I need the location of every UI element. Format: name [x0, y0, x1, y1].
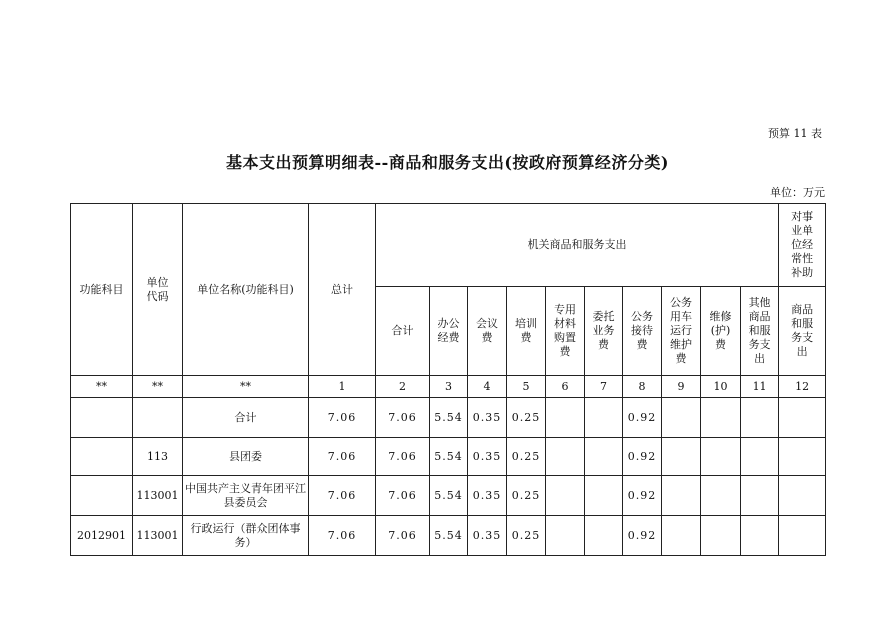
repair-cell [701, 476, 741, 516]
materials-cell [546, 476, 585, 516]
duishiye-cell [779, 516, 826, 556]
header-sub-total: 合计 [376, 287, 430, 376]
meeting-cell: 0.35 [468, 398, 507, 438]
office-cell: 5.54 [430, 476, 468, 516]
func-cell [71, 438, 133, 476]
training-cell: 0.25 [507, 476, 546, 516]
header-training-label: 培训费 [515, 317, 537, 344]
header-group-duishiye-label: 对事业单位经常性补助 [791, 210, 814, 279]
index-cell: 7 [585, 376, 623, 398]
sub-total-cell: 7.06 [376, 516, 430, 556]
header-meeting-label: 会议费 [476, 317, 498, 344]
total-cell: 7.06 [309, 398, 376, 438]
func-cell: 2012901 [71, 516, 133, 556]
other-cell [741, 516, 779, 556]
repair-cell [701, 516, 741, 556]
repair-cell [701, 438, 741, 476]
index-row [71, 376, 826, 398]
header-reception-label: 公务接待费 [631, 310, 653, 351]
index-cell: 12 [779, 376, 826, 398]
header-func-subject: 功能科目 [71, 204, 133, 376]
sub-total-cell: 7.06 [376, 398, 430, 438]
name-cell: 合计 [183, 398, 309, 438]
page-title: 基本支出预算明细表--商品和服务支出(按政府预算经济分类) [226, 153, 669, 172]
reception-cell: 0.92 [623, 438, 662, 476]
index-cell: 3 [430, 376, 468, 398]
header-unit-name: 单位名称(功能科目) [183, 204, 309, 376]
header-repair [701, 287, 741, 376]
total-cell: 7.06 [309, 438, 376, 476]
header-duishiye-goods [779, 287, 826, 376]
index-cell: 5 [507, 376, 546, 398]
meeting-cell: 0.35 [468, 476, 507, 516]
table-row [71, 476, 826, 516]
header-row-1 [71, 204, 826, 287]
duishiye-cell [779, 398, 826, 438]
reception-cell: 0.92 [623, 516, 662, 556]
header-vehicle [662, 287, 701, 376]
entrusted-cell [585, 476, 623, 516]
entrusted-cell [585, 516, 623, 556]
index-cell: 6 [546, 376, 585, 398]
office-cell: 5.54 [430, 398, 468, 438]
meeting-cell: 0.35 [468, 438, 507, 476]
header-meeting [468, 287, 507, 376]
vehicle-cell [662, 476, 701, 516]
header-unit-code-label: 单位代码 [146, 275, 169, 303]
header-training [507, 287, 546, 376]
table-number: 预算 11 表 [768, 127, 822, 140]
index-cell: 11 [741, 376, 779, 398]
header-unit-code [133, 204, 183, 376]
duishiye-cell [779, 438, 826, 476]
other-cell [741, 476, 779, 516]
entrusted-cell [585, 398, 623, 438]
vehicle-cell [662, 516, 701, 556]
training-cell: 0.25 [507, 438, 546, 476]
code-cell: 113001 [133, 516, 183, 556]
header-reception [623, 287, 662, 376]
header-vehicle-label: 公务用车运行维护费 [670, 296, 692, 365]
func-cell [71, 476, 133, 516]
office-cell: 5.54 [430, 438, 468, 476]
code-cell [133, 398, 183, 438]
index-cell: 2 [376, 376, 430, 398]
repair-cell [701, 398, 741, 438]
sub-total-cell: 7.06 [376, 438, 430, 476]
index-cell: 8 [623, 376, 662, 398]
header-duishiye-goods-label: 商品和服务支出 [791, 303, 814, 358]
header-entrusted-label: 委托业务费 [592, 310, 615, 351]
reception-cell: 0.92 [623, 398, 662, 438]
duishiye-cell [779, 476, 826, 516]
name-cell: 中国共产主义青年团平江县委员会 [183, 476, 309, 516]
index-cell: ** [183, 376, 309, 398]
index-cell: 9 [662, 376, 701, 398]
index-cell: ** [133, 376, 183, 398]
header-materials [546, 287, 585, 376]
header-other-label: 其他商品和服务支出 [748, 296, 771, 365]
header-office [430, 287, 468, 376]
index-cell: 10 [701, 376, 741, 398]
materials-cell [546, 516, 585, 556]
materials-cell [546, 398, 585, 438]
header-group-jiguan: 机关商品和服务支出 [376, 204, 779, 287]
sub-total-cell: 7.06 [376, 476, 430, 516]
vehicle-cell [662, 438, 701, 476]
other-cell [741, 398, 779, 438]
reception-cell: 0.92 [623, 476, 662, 516]
training-cell: 0.25 [507, 516, 546, 556]
other-cell [741, 438, 779, 476]
table-row [71, 438, 826, 476]
vehicle-cell [662, 398, 701, 438]
total-cell: 7.06 [309, 516, 376, 556]
entrusted-cell [585, 438, 623, 476]
index-cell: 4 [468, 376, 507, 398]
header-group-duishiye [779, 204, 826, 287]
budget-table [70, 203, 826, 556]
func-cell [71, 398, 133, 438]
header-other [741, 287, 779, 376]
unit-label: 单位：万元 [770, 186, 825, 199]
header-repair-label: 维修(护)费 [709, 310, 732, 351]
index-cell: 1 [309, 376, 376, 398]
name-cell: 县团委 [183, 438, 309, 476]
header-total: 总计 [309, 204, 376, 376]
total-cell: 7.06 [309, 476, 376, 516]
table-row [71, 398, 826, 438]
table-row [71, 516, 826, 556]
name-cell: 行政运行（群众团体事务） [183, 516, 309, 556]
materials-cell [546, 438, 585, 476]
meeting-cell: 0.35 [468, 516, 507, 556]
header-entrusted [585, 287, 623, 376]
training-cell: 0.25 [507, 398, 546, 438]
header-office-label: 办公经费 [437, 317, 460, 344]
code-cell: 113001 [133, 476, 183, 516]
index-cell: ** [71, 376, 133, 398]
office-cell: 5.54 [430, 516, 468, 556]
header-materials-label: 专用材料购置费 [554, 303, 576, 358]
code-cell: 113 [133, 438, 183, 476]
